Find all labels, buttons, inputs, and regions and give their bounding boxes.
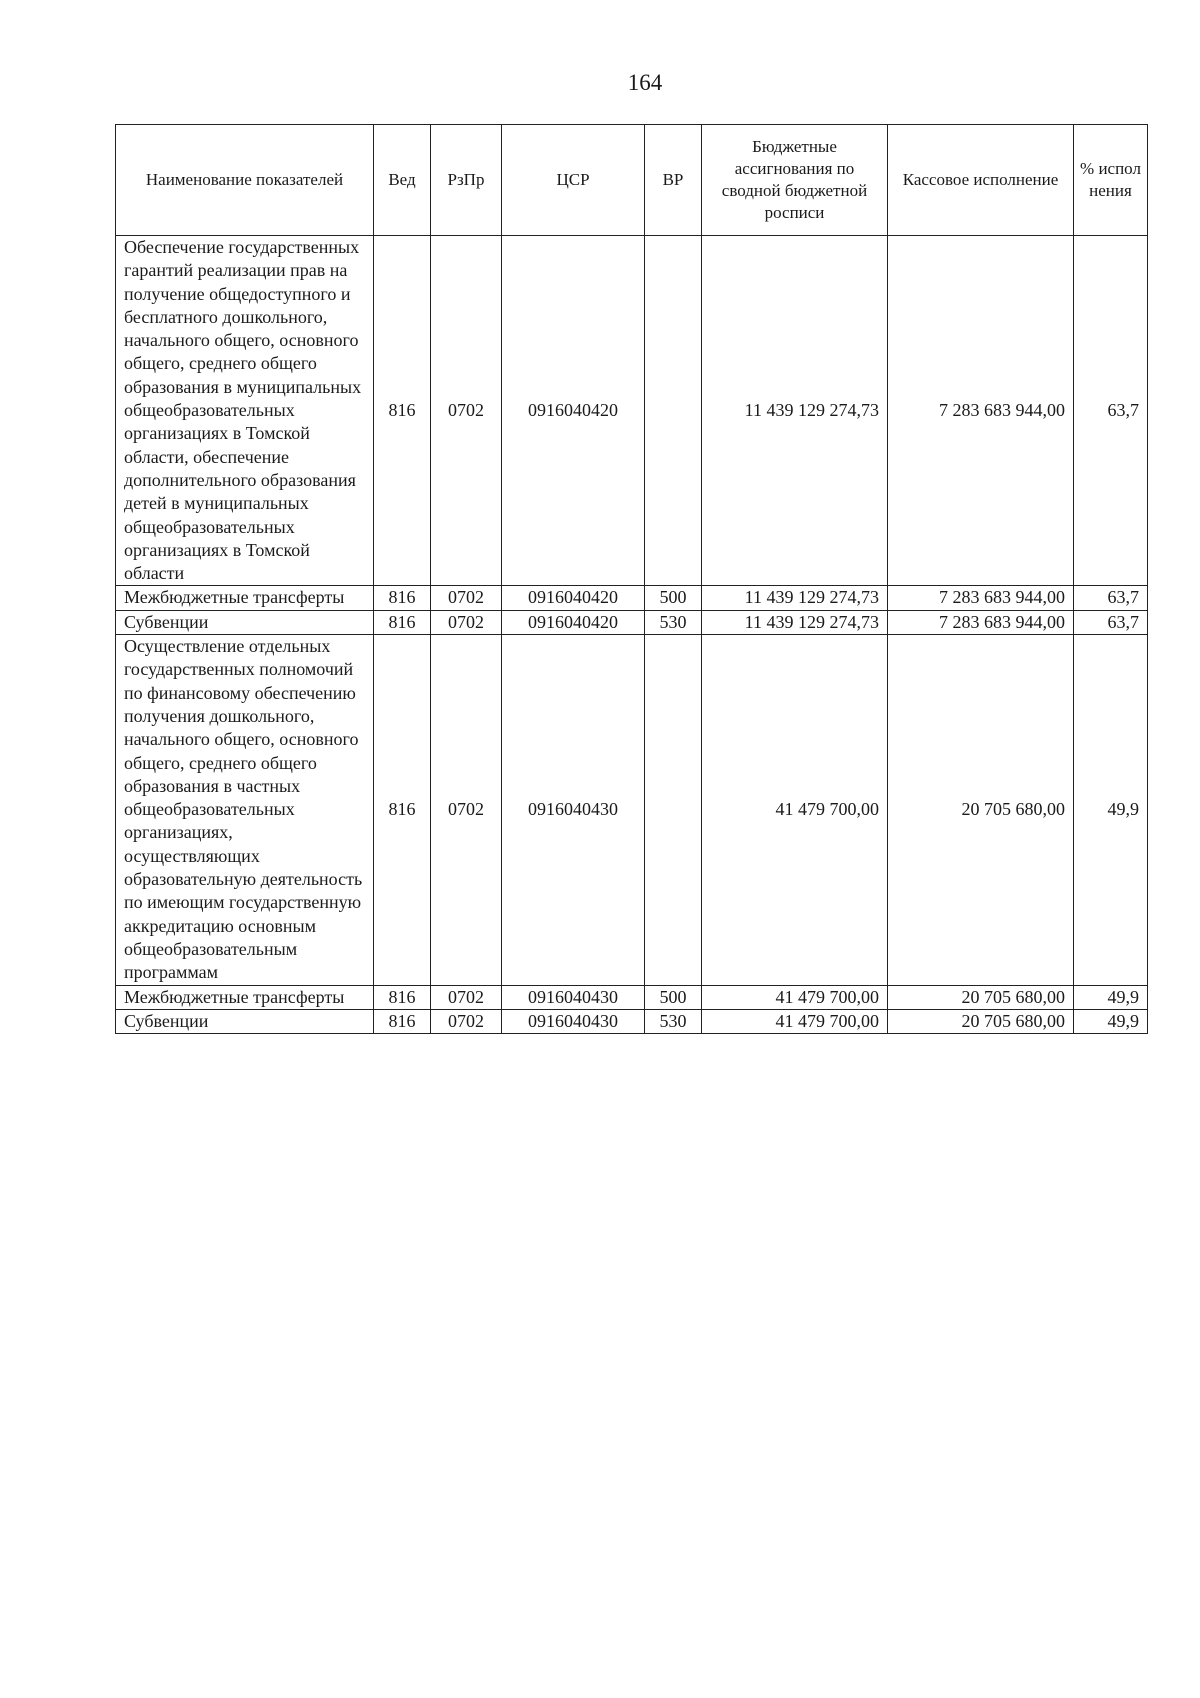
table-row [116, 586, 1148, 610]
row-assignments: 41 479 700,00 [702, 635, 888, 985]
header-vr: ВР [645, 125, 702, 236]
row-assignments: 11 439 129 274,73 [702, 586, 888, 610]
row-cash-execution: 20 705 680,00 [888, 635, 1074, 985]
row-cash-execution: 20 705 680,00 [888, 1009, 1074, 1033]
row-percent-execution: 63,7 [1074, 586, 1148, 610]
row-rzpr: 0702 [431, 236, 502, 586]
row-ved: 816 [374, 635, 431, 985]
header-rzpr: РзПр [431, 125, 502, 236]
row-ved: 816 [374, 1009, 431, 1033]
row-cash-execution: 7 283 683 944,00 [888, 586, 1074, 610]
header-ved: Вед [374, 125, 431, 236]
header-assignments: Бюджетные ассигнования по сводной бюджетной росписи [702, 125, 888, 236]
row-assignments: 41 479 700,00 [702, 1009, 888, 1033]
row-csr: 0916040420 [502, 236, 645, 586]
row-ved: 816 [374, 586, 431, 610]
row-cash-execution: 20 705 680,00 [888, 985, 1074, 1009]
table-row [116, 985, 1148, 1009]
table-row [116, 635, 1148, 985]
row-name: Субвенции [116, 1009, 374, 1033]
row-name: Обеспечение государственных гарантий реализации прав на получение общедоступного и бесплатного дошкольного, начального общего, основного общего, среднего общего образования в муниципальных общеобразовательных организациях в Томской области, обеспечение дополнительного образования детей в муниципальных общеобразовательных организациях в Томской области [116, 236, 374, 586]
table-row [116, 236, 1148, 586]
row-ved: 816 [374, 610, 431, 634]
table-row [116, 1009, 1148, 1033]
row-cash-execution: 7 283 683 944,00 [888, 236, 1074, 586]
row-rzpr: 0702 [431, 635, 502, 985]
row-cash-execution: 7 283 683 944,00 [888, 610, 1074, 634]
header-cash-execution: Кассовое исполнение [888, 125, 1074, 236]
table-header-row [116, 125, 1148, 236]
row-vr [645, 635, 702, 985]
row-vr: 530 [645, 1009, 702, 1033]
row-name: Межбюджетные трансферты [116, 586, 374, 610]
budget-table [115, 124, 1148, 1034]
row-rzpr: 0702 [431, 985, 502, 1009]
row-rzpr: 0702 [431, 586, 502, 610]
row-name: Осуществление отдельных государственных полномочий по финансовому обеспечению получения дошкольного, начального общего, основного общего, среднего общего образования в частных общеобразовательных организациях, осуществляющих образовательную деятельность по имеющим государственную аккредитацию основным общеобразовательным программам [116, 635, 374, 985]
row-assignments: 11 439 129 274,73 [702, 610, 888, 634]
row-percent-execution: 49,9 [1074, 635, 1148, 985]
header-csr: ЦСР [502, 125, 645, 236]
row-rzpr: 0702 [431, 610, 502, 634]
row-name: Межбюджетные трансферты [116, 985, 374, 1009]
row-vr: 500 [645, 985, 702, 1009]
row-csr: 0916040420 [502, 586, 645, 610]
row-percent-execution: 49,9 [1074, 985, 1148, 1009]
page-number: 164 [627, 70, 663, 95]
row-assignments: 11 439 129 274,73 [702, 236, 888, 586]
row-csr: 0916040430 [502, 1009, 645, 1033]
row-csr: 0916040430 [502, 635, 645, 985]
row-ved: 816 [374, 985, 431, 1009]
row-csr: 0916040430 [502, 985, 645, 1009]
row-percent-execution: 49,9 [1074, 1009, 1148, 1033]
table-row [116, 610, 1148, 634]
row-assignments: 41 479 700,00 [702, 985, 888, 1009]
header-percent-execution: % испол нения [1074, 125, 1148, 236]
row-csr: 0916040420 [502, 610, 645, 634]
row-percent-execution: 63,7 [1074, 236, 1148, 586]
row-ved: 816 [374, 236, 431, 586]
row-vr [645, 236, 702, 586]
row-vr: 530 [645, 610, 702, 634]
row-percent-execution: 63,7 [1074, 610, 1148, 634]
row-vr: 500 [645, 586, 702, 610]
row-name: Субвенции [116, 610, 374, 634]
header-name: Наименование показателей [116, 125, 374, 236]
row-rzpr: 0702 [431, 1009, 502, 1033]
